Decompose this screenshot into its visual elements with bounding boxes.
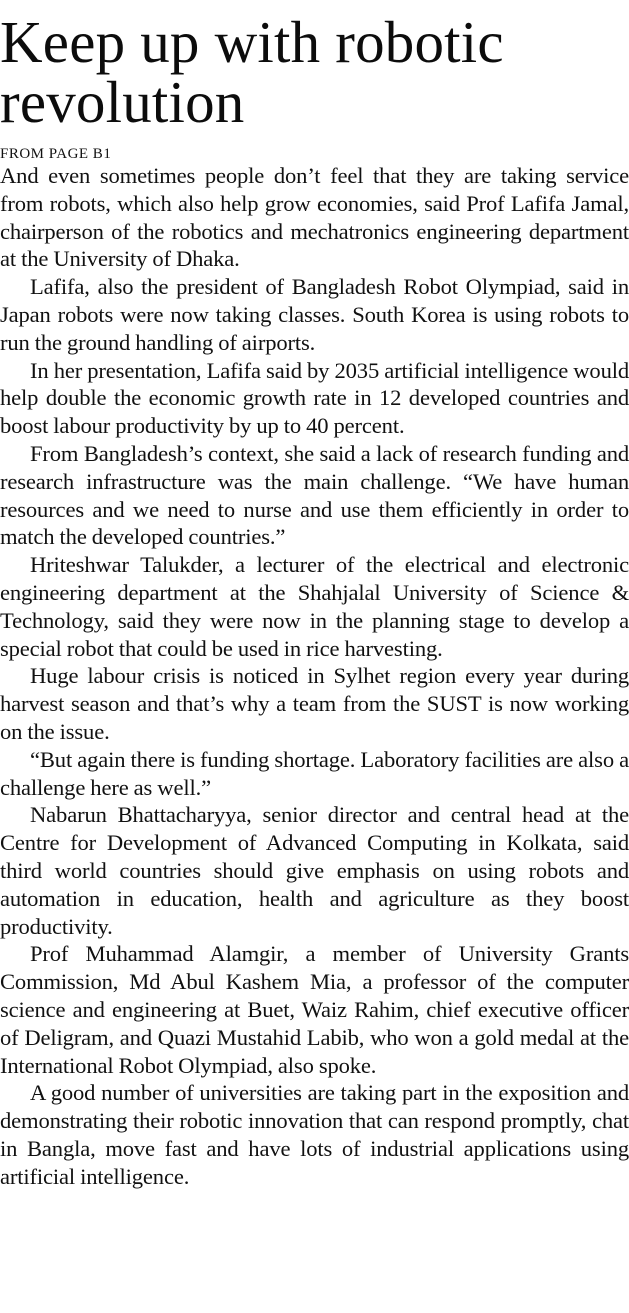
paragraph: Lafifa, also the president of Bangladesh Robot Olympiad, said in Japan robots were now taking classes. South Korea is using robots to run the ground handling of airports. xyxy=(0,274,629,355)
article-body xyxy=(0,162,629,1190)
paragraph: Hriteshwar Talukder, a lecturer of the electrical and electronic engineering department at the Shahjalal University of Science & Technology, said they were now in the planning stage to develop a special robot that could be used in rice harvesting. xyxy=(0,552,629,661)
paragraph: And even sometimes people don’t feel that they are taking service from robots, which also help grow economies, said Prof Lafifa Jamal, chairperson of the robotics and mechatronics engineering department at the University of Dhaka. xyxy=(0,163,629,272)
headline: Keep up with robotic revolution xyxy=(0,9,504,135)
paragraph: Huge labour crisis is noticed in Sylhet region every year during harvest season and that’s why a team from the SUST is now working on the issue. xyxy=(0,663,629,744)
jump-line: FROM PAGE B1 xyxy=(0,146,112,162)
paragraph: From Bangladesh’s context, she said a lack of research funding and research infrastructure was the main challenge. “We have human resources and we need to nurse and use them efficiently in order to match the developed countries.” xyxy=(0,440,629,550)
paragraph: Prof Muhammad Alamgir, a member of University Grants Commission, Md Abul Kashem Mia, a professor of the computer science and engineering at Buet, Waiz Rahim, chief executive officer of Deligram, and Quazi Mustahid Labib, who won a gold medal at the International Robot Olympiad, also spoke. xyxy=(0,941,629,1078)
paragraph: Nabarun Bhattacharyya, senior director and central head at the Centre for Development of Advanced Computing in Kolkata, said third world countries should give emphasis on using robots and automation in education, health and agriculture as they boost productivity. xyxy=(0,802,629,939)
paragraph: A good number of universities are taking part in the exposition and demonstrating their robotic innovation that can respond promptly, chat in Bangla, move fast and have lots of industrial applications using artificial intelligence. xyxy=(0,1080,629,1189)
paragraph: “But again there is funding shortage. Laboratory facilities are also a challenge here as well.” xyxy=(0,746,629,800)
paragraph: In her presentation, Lafifa said by 2035 artificial intelligence would help double the economic growth rate in 12 developed countries and boost labour productivity by up to 40 percent. xyxy=(0,357,629,439)
